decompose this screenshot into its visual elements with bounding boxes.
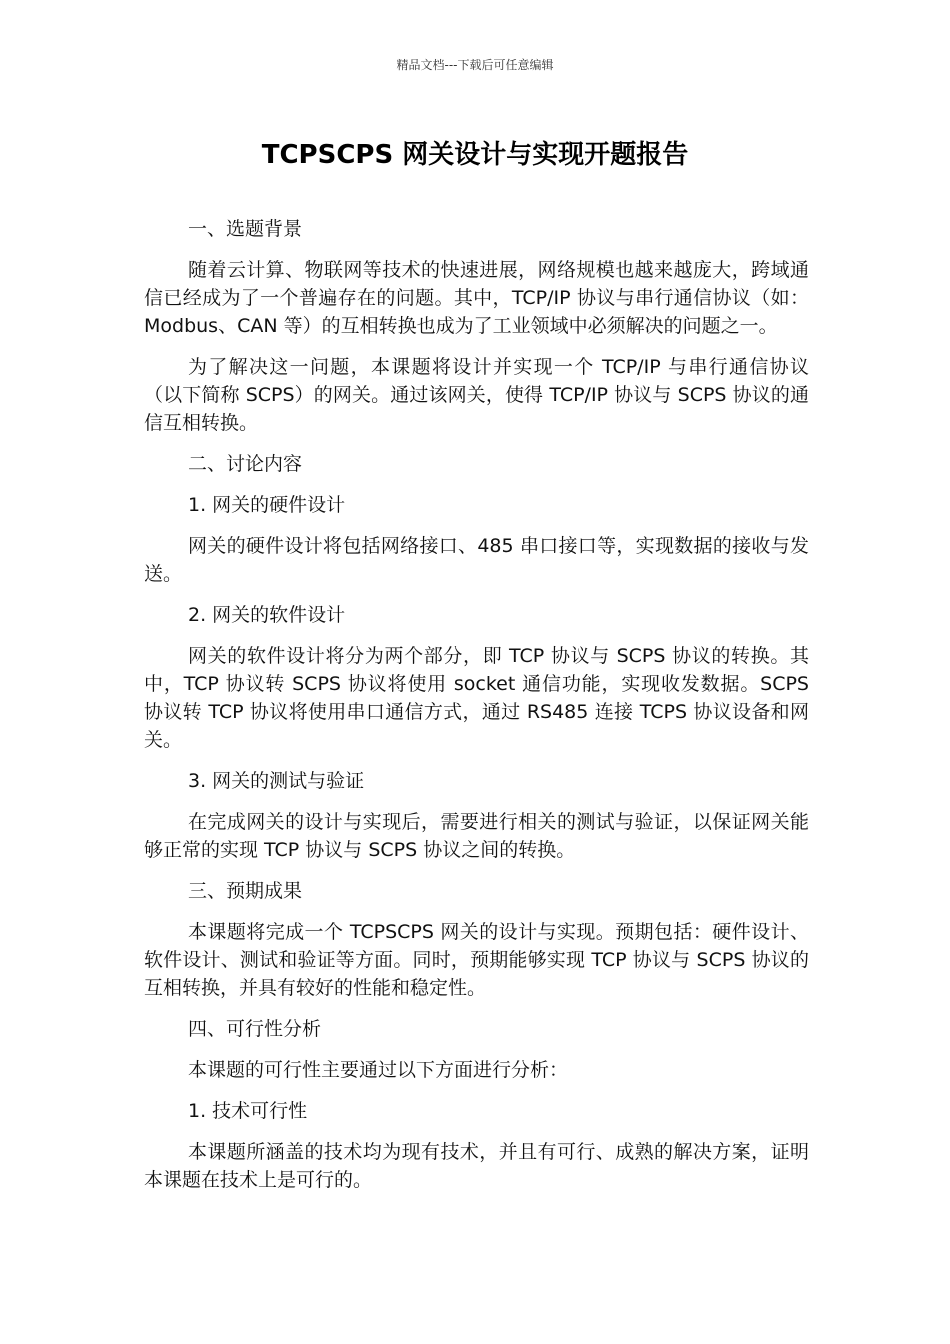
subheading-software-design: 2. 网关的软件设计	[188, 604, 346, 626]
section-heading-background: 一、选题背景	[188, 218, 303, 240]
document-body	[144, 215, 809, 1207]
page-header: 精品文档---下载后可任意编辑	[396, 58, 554, 72]
section-heading-expected-results: 三、预期成果	[188, 880, 303, 902]
subheading-testing: 3. 网关的测试与验证	[188, 770, 365, 792]
body-paragraph: 为了解决这一问题，本课题将设计并实现一个 TCP/IP 与串行通信协议（以下简称 SCPS）的网关。通过该网关，使得 TCP/IP 协议与 SCPS 协议的通信互相转换。	[144, 356, 809, 434]
body-paragraph: 随着云计算、物联网等技术的快速进展，网络规模也越来越庞大，跨域通信已经成为了一个普遍存在的问题。其中，TCP/IP 协议与串行通信协议（如：Modbus、CAN 等）的互相转换也成为了工业领域中必须解决的问题之一。	[144, 259, 809, 337]
document-title: TCPSCPS 网关设计与实现开题报告	[261, 140, 689, 170]
subheading-hardware-design: 1. 网关的硬件设计	[188, 494, 346, 516]
body-paragraph: 本课题所涵盖的技术均为现有技术，并且有可行、成熟的解决方案，证明本课题在技术上是可行的。	[144, 1141, 809, 1191]
body-paragraph: 网关的硬件设计将包括网络接口、485 串口接口等，实现数据的接收与发送。	[144, 535, 809, 585]
body-paragraph: 网关的软件设计将分为两个部分，即 TCP 协议与 SCPS 协议的转换。其中，TCP 协议转 SCPS 协议将使用 socket 通信功能，实现收发数据。SCPS 协议转 TCP 协议将使用串口通信方式，通过 RS485 连接 TCPS 协议设备和网关。	[144, 645, 809, 751]
body-paragraph: 在完成网关的设计与实现后，需要进行相关的测试与验证，以保证网关能够正常的实现 TCP 协议与 SCPS 协议之间的转换。	[144, 811, 809, 861]
section-heading-research-content: 二、讨论内容	[188, 453, 303, 475]
body-paragraph: 本课题的可行性主要通过以下方面进行分析：	[188, 1059, 569, 1081]
subheading-technical-feasibility: 1. 技术可行性	[188, 1100, 308, 1122]
section-heading-feasibility: 四、可行性分析	[188, 1018, 322, 1040]
body-paragraph: 本课题将完成一个 TCPSCPS 网关的设计与实现。预期包括：硬件设计、软件设计、测试和验证等方面。同时，预期能够实现 TCP 协议与 SCPS 协议的互相转换，并具有较好的性能和稳定性。	[144, 921, 809, 999]
